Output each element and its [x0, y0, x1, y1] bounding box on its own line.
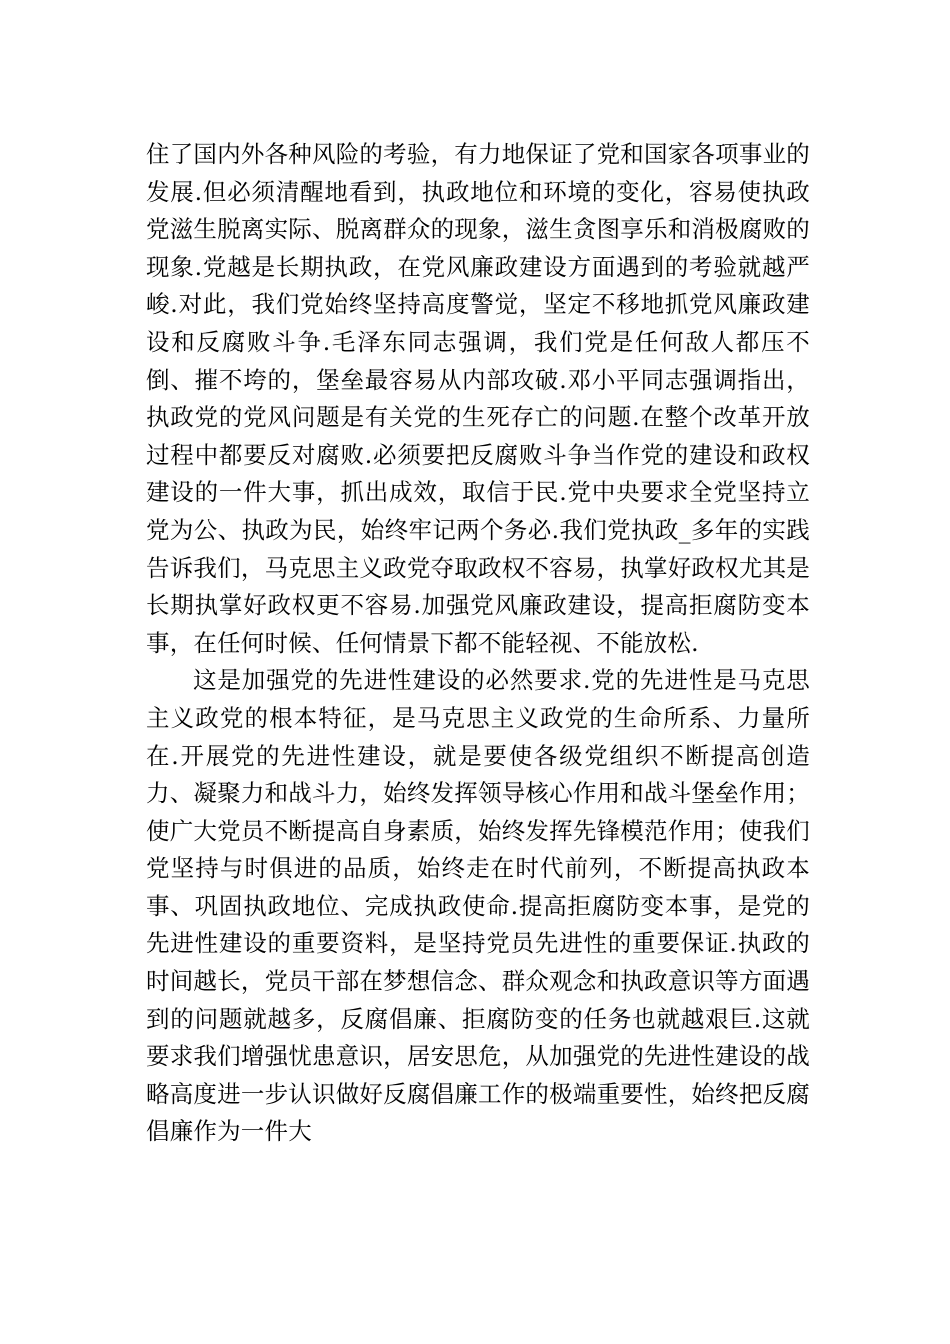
paragraph-advanced-nature: 这是加强党的先进性建设的必然要求.党的先进性是马克思主义政党的根本特征，是马克思主义政党的生命所系、力量所在.开展党的先进性建设，就是要使各级党组织不断提高创造力、凝聚力和战斗力，始终发挥领导核心作用和战斗堡垒作用；使广大党员不断提高自身素质，始终发挥先锋模范作用；使我们党坚持与时俱进的品质，始终走在时代前列，不断提高执政本事、巩固执政地位、完成执政使命.提高拒腐防变本事，是党的先进性建设的重要资料，是坚持党员先进性的重要保证.执政的时间越长，党员干部在梦想信念、群众观念和执政意识等方面遇到的问题就越多，反腐倡廉、拒腐防变的任务也就越艰巨.这就要求我们增强忧患意识，居安思危，从加强党的先进性建设的战略高度进一步认识做好反腐倡廉工作的极端重要性，始终把反腐倡廉作为一件大 — [146, 666, 810, 1146]
document-body — [146, 136, 810, 1151]
paragraph-continued: 住了国内外各种风险的考验，有力地保证了党和国家各项事业的发展.但必须清醒地看到，执政地位和环境的变化，容易使执政党滋生脱离实际、脱离群众的现象，滋生贪图享乐和消极腐败的现象.党越是长期执政，在党风廉政建设方面遇到的考验就越严峻.对此，我们党始终坚持高度警觉，坚定不移地抓党风廉政建设和反腐败斗争.毛泽东同志强调，我们党是任何敌人都压不倒、摧不垮的，堡垒最容易从内部攻破.邓小平同志强调指出，执政党的党风问题是有关党的生死存亡的问题.在整个改革开放过程中都要反对腐败.必须要把反腐败斗争当作党的建设和政权建设的一件大事，抓出成效，取信于民.党中央要求全党坚持立党为公、执政为民，始终牢记两个务必.我们党执政_多年的实践告诉我们，马克思主义政党夺取政权不容易，执掌好政权尤其是长期执掌好政权更不容易.加强党风廉政建设，提高拒腐防变本事，在任何时候、任何情景下都不能轻视、不能放松. — [146, 140, 810, 657]
